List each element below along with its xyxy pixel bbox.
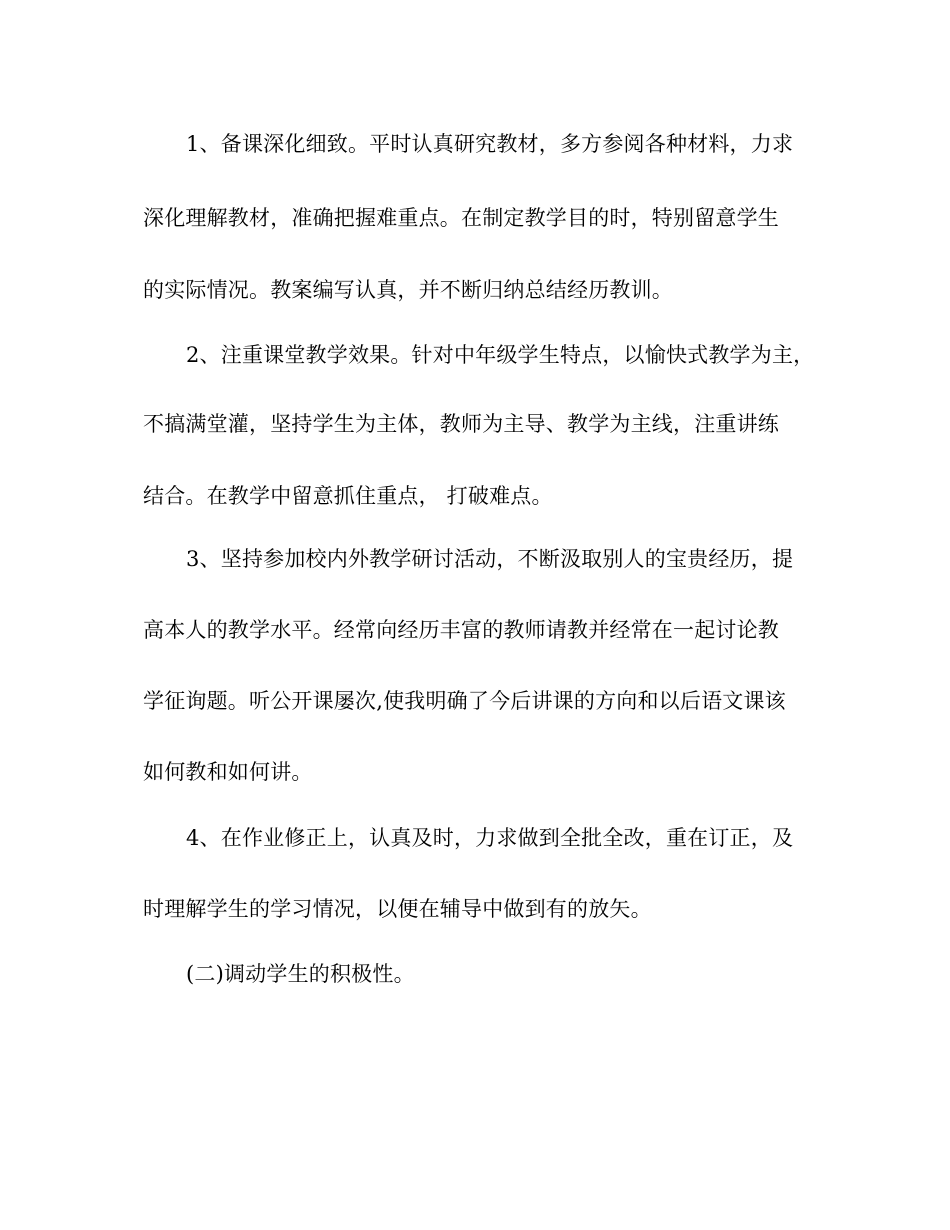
paragraph-2-line-3: 结合。在教学中留意抓住重点， 打破难点。 — [143, 484, 553, 508]
paragraph-1-line-2: 深化理解教材，准确把握难重点。在制定教学目的时，特别留意学生 — [143, 206, 779, 230]
paragraph-3-line-1: 3、坚持参加校内外教学研讨活动，不断汲取别人的宝贵经历，提 — [186, 547, 794, 571]
paragraph-4-line-1: 4、在作业修正上，认真及时，力求做到全批全改，重在订正，及 — [186, 826, 794, 850]
paragraph-4-line-2: 时理解学生的学习情况，以便在辅导中做到有的放矢。 — [143, 897, 652, 921]
paragraph-3-line-3: 学征询题。听公开课屡次,使我明确了今后讲课的方向和以后语文课该 — [143, 689, 786, 713]
paragraph-1-line-1: 1、备课深化细致。平时认真研究教材，多方参阅各种材料，力求 — [186, 132, 794, 156]
paragraph-2-line-2: 不搞满堂灌，坚持学生为主体，教师为主导、教学为主线，注重讲练 — [143, 412, 779, 436]
paragraph-2-line-1: 2、注重课堂教学效果。针对中年级学生特点，以愉快式教学为主， — [186, 343, 815, 367]
paragraph-1-line-3: 的实际情况。教案编写认真，并不断归纳总结经历教训。 — [143, 278, 673, 302]
section-heading: (二)调动学生的积极性。 — [186, 962, 415, 986]
paragraph-3-line-4: 如何教和如何讲。 — [143, 760, 313, 784]
paragraph-3-line-2: 高本人的教学水平。经常向经历丰富的教师请教并经常在一起讨论教 — [143, 618, 779, 642]
